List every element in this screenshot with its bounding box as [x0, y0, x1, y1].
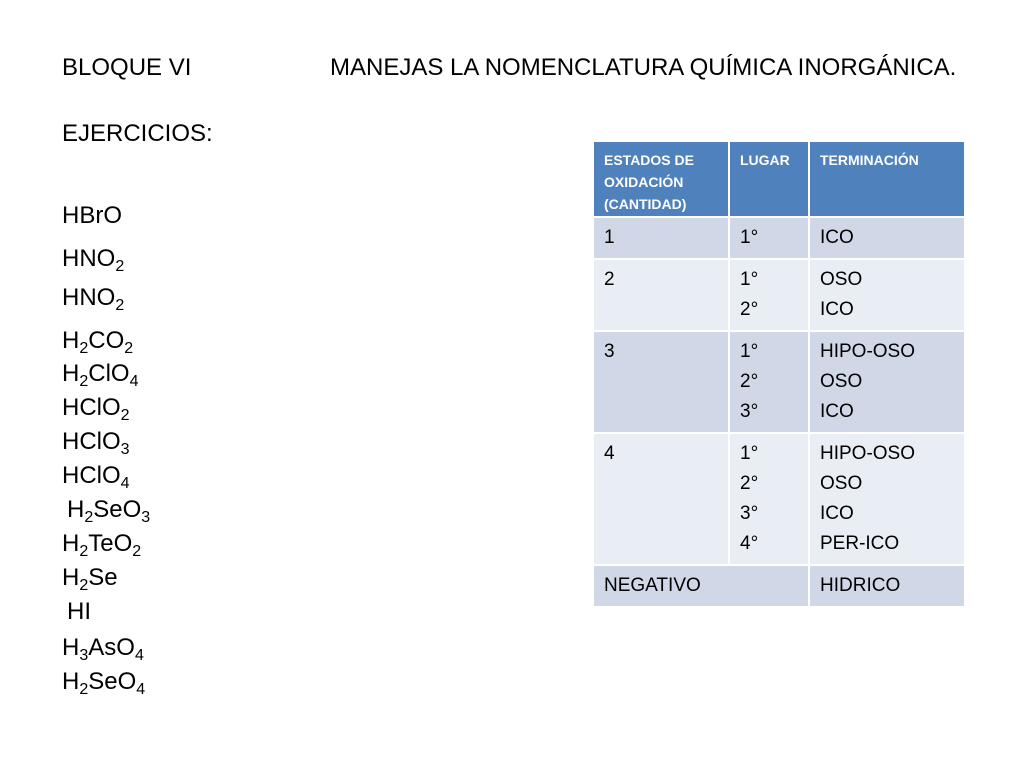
formula-text: AsO: [88, 634, 135, 661]
formula-item: [62, 634, 144, 662]
formula-subscript: 2: [79, 577, 89, 594]
header-ending: TERMINACIÓN: [809, 141, 965, 217]
formula-item: [62, 428, 130, 456]
formula-text: HClO: [62, 462, 121, 489]
table-row: [593, 331, 965, 433]
cell-count: 1: [593, 217, 729, 259]
table-header-row: [593, 141, 965, 217]
formula-subscript: 4: [136, 681, 146, 698]
formula-item: [62, 284, 124, 312]
cell-negative-ending: HIDRICO: [809, 565, 965, 607]
formula-text: Se: [88, 564, 118, 591]
formula-item: [62, 394, 130, 422]
formula-subscript: 2: [79, 543, 89, 560]
table-row: [593, 259, 965, 331]
formula-text: SeO: [93, 496, 142, 523]
formula-item: [62, 360, 139, 388]
cell-places: 1° 2° 3° 4°: [729, 433, 809, 565]
formula-item: [62, 668, 145, 696]
cell-negative-label: NEGATIVO: [593, 565, 809, 607]
cell-count: 3: [593, 331, 729, 433]
formula-subscript: 4: [120, 475, 130, 492]
formula-subscript: 2: [79, 681, 89, 698]
cell-places: 1°: [729, 217, 809, 259]
formula-subscript: 4: [134, 647, 144, 664]
formula-text: H: [62, 327, 80, 354]
cell-places: 1° 2°: [729, 259, 809, 331]
formula-text: H: [62, 564, 80, 591]
formula-subscript: 3: [79, 647, 89, 664]
formula-item: [62, 564, 118, 592]
formula-subscript: 3: [120, 441, 130, 458]
formula-text: ClO: [88, 360, 130, 387]
formula-text: TeO: [88, 530, 133, 557]
formula-text: HNO: [62, 284, 116, 311]
formula-subscript: 4: [129, 373, 139, 390]
formula-item: [67, 496, 150, 524]
formula-text: CO: [88, 327, 125, 354]
cell-endings: HIPO-OSO OSO ICO: [809, 331, 965, 433]
formula-text: H: [62, 668, 80, 695]
cell-endings: ICO: [809, 217, 965, 259]
cell-endings: HIPO-OSO OSO ICO PER-ICO: [809, 433, 965, 565]
cell-count: 4: [593, 433, 729, 565]
formula-subscript: 3: [141, 509, 151, 526]
table-row-negative: [593, 565, 965, 607]
header-place: LUGAR: [729, 141, 809, 217]
page-title: MANEJAS LA NOMENCLATURA QUÍMICA INORGÁNICA.: [330, 54, 957, 81]
formula-subscript: 2: [79, 373, 89, 390]
formula-text: HClO: [62, 394, 121, 421]
formula-item: [62, 530, 141, 558]
formula-subscript: 2: [84, 509, 94, 526]
formula-text: SeO: [88, 668, 137, 695]
oxidation-states-table: [592, 140, 966, 608]
block-label: BLOQUE VI: [62, 54, 192, 81]
cell-places: 1° 2° 3°: [729, 331, 809, 433]
cell-endings: OSO ICO: [809, 259, 965, 331]
formula-text: HClO: [62, 428, 121, 455]
formula-text: HNO: [62, 245, 116, 272]
formula-subscript: 2: [132, 543, 142, 560]
formula-subscript: 2: [115, 297, 125, 314]
formula-subscript: 2: [115, 258, 125, 275]
cell-count: 2: [593, 259, 729, 331]
formula-item: [62, 327, 133, 355]
formula-subscript: 2: [124, 340, 134, 357]
formula-item: [67, 598, 91, 626]
formula-text: H: [62, 530, 80, 557]
header-oxidation-states: ESTADOS DE OXIDACIÓN (CANTIDAD): [593, 141, 729, 217]
formula-text: HI: [67, 598, 91, 625]
formula-subscript: 2: [79, 340, 89, 357]
table-row: [593, 433, 965, 565]
formula-text: H: [67, 496, 85, 523]
formula-text: H: [62, 360, 80, 387]
formula-text: H: [62, 634, 80, 661]
formula-item: [62, 462, 130, 490]
exercises-label: EJERCICIOS:: [62, 120, 213, 147]
formula-text: HBrO: [62, 202, 122, 229]
table-row: [593, 217, 965, 259]
formula-item: [62, 202, 122, 230]
formula-item: [62, 245, 124, 273]
formula-subscript: 2: [120, 407, 130, 424]
